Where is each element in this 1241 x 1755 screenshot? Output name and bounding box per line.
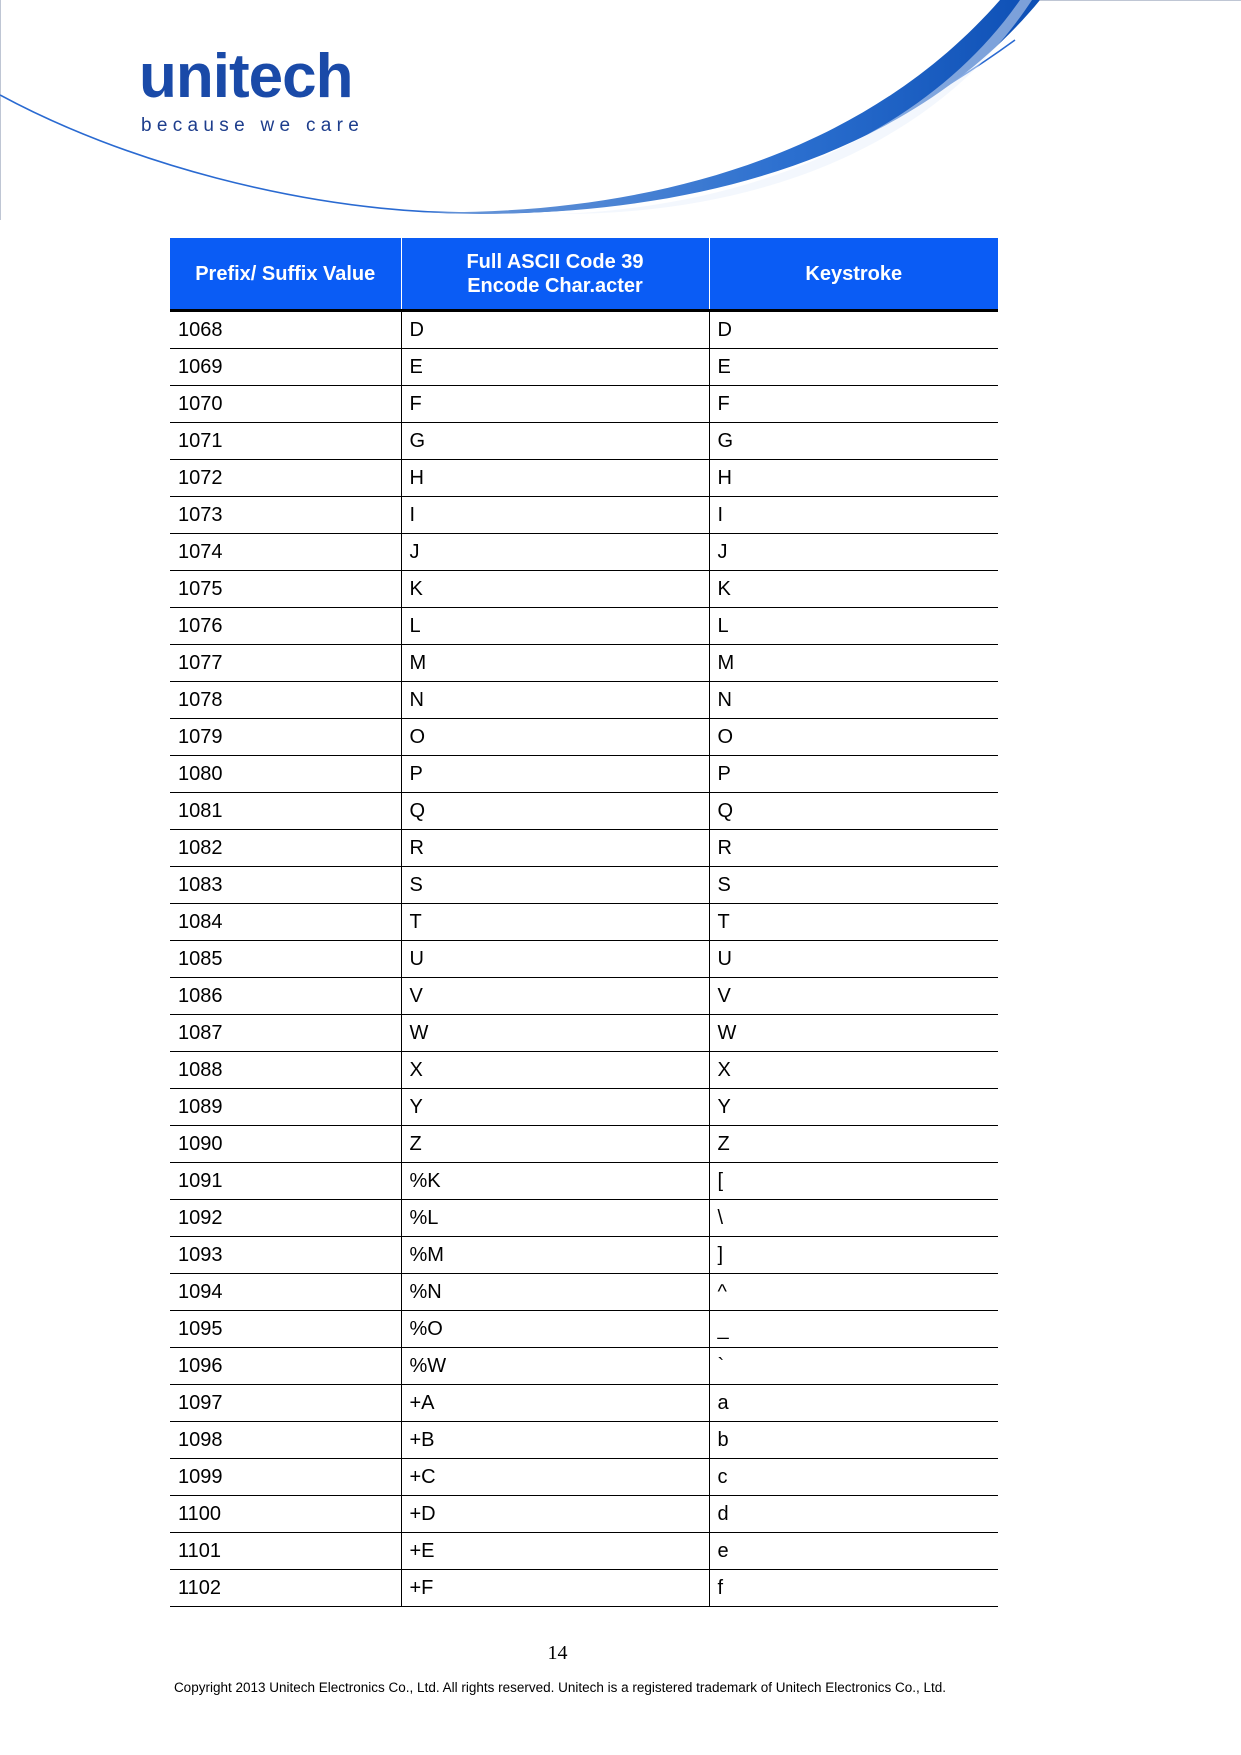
cell-prefix-suffix-value: 1088 [170,1052,401,1089]
cell-code39-character: Q [401,793,709,830]
cell-code39-character: I [401,497,709,534]
cell-code39-character: P [401,756,709,793]
cell-prefix-suffix-value: 1082 [170,830,401,867]
cell-prefix-suffix-value: 1073 [170,497,401,534]
cell-keystroke: e [709,1533,998,1570]
cell-code39-character: X [401,1052,709,1089]
cell-code39-character: U [401,941,709,978]
cell-prefix-suffix-value: 1077 [170,645,401,682]
cell-code39-character: %L [401,1200,709,1237]
table-row [170,1533,998,1570]
table-row [170,978,998,1015]
cell-code39-character: Z [401,1126,709,1163]
table-row [170,1015,998,1052]
cell-keystroke: E [709,349,998,386]
cell-prefix-suffix-value: 1094 [170,1274,401,1311]
table-row [170,756,998,793]
cell-keystroke: Q [709,793,998,830]
header-prefix-suffix-value: Prefix/ Suffix Value [170,238,401,311]
cell-keystroke: D [709,311,998,349]
cell-keystroke: P [709,756,998,793]
prefix-suffix-table [170,238,998,1607]
cell-keystroke: [ [709,1163,998,1200]
table-row [170,904,998,941]
table-row [170,682,998,719]
table-row [170,423,998,460]
cell-keystroke: N [709,682,998,719]
cell-prefix-suffix-value: 1080 [170,756,401,793]
table-row [170,497,998,534]
cell-prefix-suffix-value: 1093 [170,1237,401,1274]
cell-code39-character: T [401,904,709,941]
cell-prefix-suffix-value: 1102 [170,1570,401,1607]
cell-code39-character: J [401,534,709,571]
cell-code39-character: R [401,830,709,867]
cell-code39-character: V [401,978,709,1015]
table-row [170,1422,998,1459]
table-row [170,1348,998,1385]
cell-keystroke: ` [709,1348,998,1385]
table-row [170,1274,998,1311]
cell-keystroke: H [709,460,998,497]
cell-prefix-suffix-value: 1078 [170,682,401,719]
cell-prefix-suffix-value: 1089 [170,1089,401,1126]
table-row [170,1496,998,1533]
cell-prefix-suffix-value: 1076 [170,608,401,645]
cell-keystroke: W [709,1015,998,1052]
table-row [170,1163,998,1200]
brand-logo: unitech [139,42,353,111]
cell-prefix-suffix-value: 1070 [170,386,401,423]
table-row [170,1200,998,1237]
copyright-notice: Copyright 2013 Unitech Electronics Co., Ltd. All rights reserved. Unitech is a registered trademark of Unitech Electronics Co., Ltd. [173,1680,947,1695]
table-row [170,867,998,904]
cell-prefix-suffix-value: 1085 [170,941,401,978]
cell-code39-character: L [401,608,709,645]
cell-code39-character: %W [401,1348,709,1385]
header-full-ascii-code [401,238,709,311]
table-row [170,1459,998,1496]
cell-prefix-suffix-value: 1097 [170,1385,401,1422]
cell-prefix-suffix-value: 1075 [170,571,401,608]
cell-prefix-suffix-value: 1083 [170,867,401,904]
cell-prefix-suffix-value: 1071 [170,423,401,460]
cell-keystroke: Z [709,1126,998,1163]
cell-keystroke: X [709,1052,998,1089]
cell-prefix-suffix-value: 1091 [170,1163,401,1200]
cell-keystroke: M [709,645,998,682]
table-row [170,1570,998,1607]
table-row [170,571,998,608]
cell-prefix-suffix-value: 1081 [170,793,401,830]
cell-prefix-suffix-value: 1074 [170,534,401,571]
cell-code39-character: +B [401,1422,709,1459]
cell-code39-character: G [401,423,709,460]
cell-prefix-suffix-value: 1069 [170,349,401,386]
cell-code39-character: %K [401,1163,709,1200]
cell-prefix-suffix-value: 1068 [170,311,401,349]
cell-code39-character: W [401,1015,709,1052]
cell-keystroke: ^ [709,1274,998,1311]
table-row [170,1089,998,1126]
table-row [170,386,998,423]
cell-code39-character: M [401,645,709,682]
cell-code39-character: F [401,386,709,423]
cell-code39-character: Y [401,1089,709,1126]
table-row [170,534,998,571]
cell-prefix-suffix-value: 1098 [170,1422,401,1459]
cell-code39-character: %N [401,1274,709,1311]
cell-code39-character: S [401,867,709,904]
cell-keystroke: b [709,1422,998,1459]
cell-prefix-suffix-value: 1100 [170,1496,401,1533]
table-row [170,608,998,645]
cell-keystroke: f [709,1570,998,1607]
cell-keystroke: O [709,719,998,756]
header-keystroke: Keystroke [709,238,998,311]
cell-code39-character: D [401,311,709,349]
cell-prefix-suffix-value: 1079 [170,719,401,756]
cell-prefix-suffix-value: 1086 [170,978,401,1015]
cell-prefix-suffix-value: 1095 [170,1311,401,1348]
cell-prefix-suffix-value: 1099 [170,1459,401,1496]
cell-keystroke: c [709,1459,998,1496]
cell-keystroke: _ [709,1311,998,1348]
cell-keystroke: S [709,867,998,904]
cell-keystroke: ] [709,1237,998,1274]
table-row [170,460,998,497]
cell-prefix-suffix-value: 1101 [170,1533,401,1570]
cell-prefix-suffix-value: 1087 [170,1015,401,1052]
cell-code39-character: +C [401,1459,709,1496]
table-row [170,719,998,756]
cell-keystroke: T [709,904,998,941]
cell-keystroke: \ [709,1200,998,1237]
table-row [170,830,998,867]
cell-keystroke: G [709,423,998,460]
table-row [170,645,998,682]
header-full-ascii-line2: Encode Char.acter [467,274,643,297]
cell-prefix-suffix-value: 1092 [170,1200,401,1237]
cell-code39-character: N [401,682,709,719]
cell-keystroke: U [709,941,998,978]
cell-keystroke: F [709,386,998,423]
cell-keystroke: R [709,830,998,867]
cell-code39-character: K [401,571,709,608]
table-row [170,793,998,830]
table-row [170,349,998,386]
table-row [170,941,998,978]
table-row [170,1237,998,1274]
cell-keystroke: d [709,1496,998,1533]
table-row [170,1385,998,1422]
cell-prefix-suffix-value: 1096 [170,1348,401,1385]
cell-keystroke: V [709,978,998,1015]
table-row [170,1126,998,1163]
cell-keystroke: a [709,1385,998,1422]
cell-code39-character: +F [401,1570,709,1607]
page-number: 14 [547,1642,568,1664]
table-row [170,1052,998,1089]
cell-prefix-suffix-value: 1084 [170,904,401,941]
cell-keystroke: J [709,534,998,571]
header-full-ascii-line1: Full ASCII Code 39 [466,250,644,273]
cell-code39-character: E [401,349,709,386]
cell-code39-character: O [401,719,709,756]
cell-code39-character: %O [401,1311,709,1348]
brand-tagline: because we care [141,115,365,136]
cell-keystroke: Y [709,1089,998,1126]
cell-code39-character: +D [401,1496,709,1533]
cell-code39-character: +E [401,1533,709,1570]
table-header-row [170,238,998,311]
cell-keystroke: L [709,608,998,645]
cell-code39-character: %M [401,1237,709,1274]
cell-keystroke: I [709,497,998,534]
cell-keystroke: K [709,571,998,608]
table-row [170,311,998,349]
cell-code39-character: +A [401,1385,709,1422]
cell-prefix-suffix-value: 1072 [170,460,401,497]
table-row [170,1311,998,1348]
cell-prefix-suffix-value: 1090 [170,1126,401,1163]
cell-code39-character: H [401,460,709,497]
